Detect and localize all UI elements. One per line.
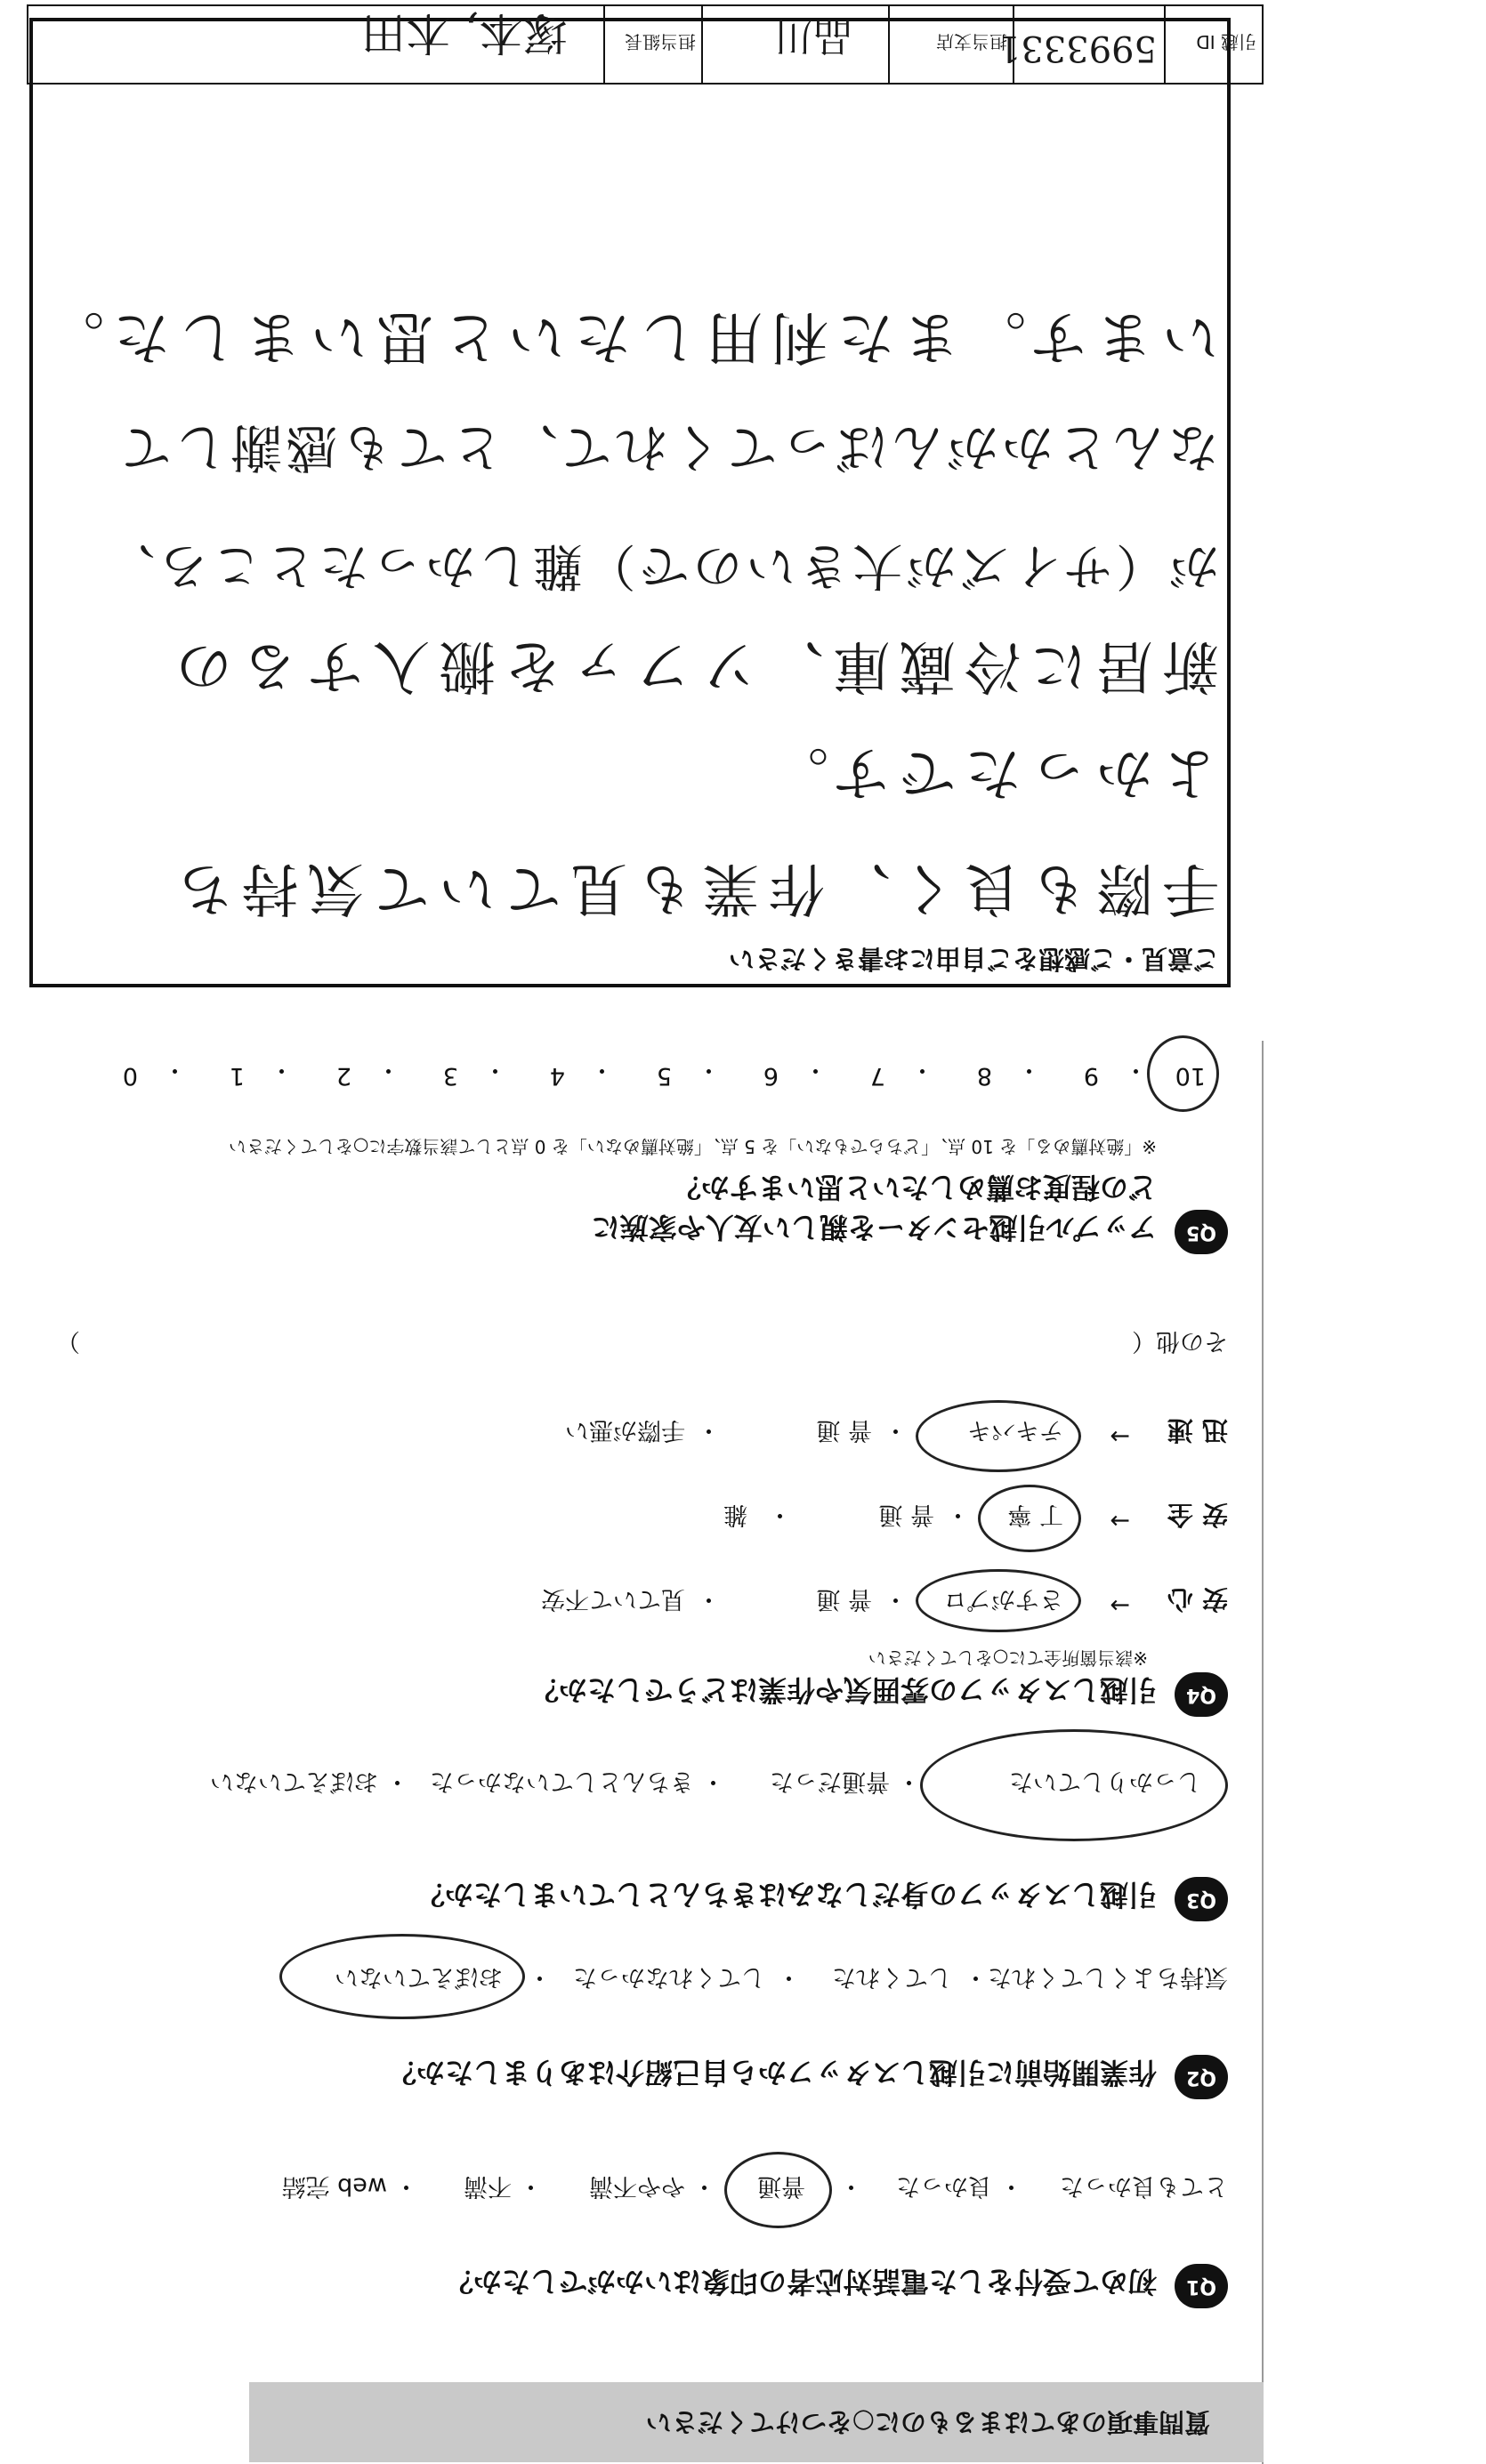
branch-label: 担当支店: [936, 31, 1007, 52]
q4-row-jinsoku-label: 迅 速: [1167, 1415, 1228, 1445]
q5-score-4[interactable]: 4: [549, 1062, 565, 1090]
q4-row-anshin-option-1[interactable]: さすがプロ: [943, 1585, 1063, 1613]
q5-question-line1: アップル引越センターを親しい友人や家族に: [591, 1211, 1157, 1244]
id-label-cell: [1164, 6, 1262, 83]
q1-option-1[interactable]: とても良かった: [1060, 2172, 1228, 2200]
q2-option-2[interactable]: してくれた: [832, 1963, 952, 1991]
leader-value: 塚本, 木田: [361, 7, 568, 59]
q2-option-4[interactable]: おぼえていない: [335, 1963, 503, 1991]
q2-badge: Q2: [1175, 2055, 1228, 2099]
comment-line-2: よかったです。: [763, 739, 1219, 805]
q4-row-jinsoku-option-3[interactable]: 手際が悪い: [565, 1416, 685, 1444]
id-label: 引越 ID: [1196, 31, 1256, 52]
id-value: 5993331: [997, 28, 1157, 68]
q5-score-7[interactable]: 7: [869, 1062, 885, 1090]
q4-row-anzen-arrow: →: [1110, 1507, 1130, 1534]
q1-option-5[interactable]: 不満: [464, 2172, 512, 2200]
leader-value-cell: [28, 6, 603, 83]
q5-score-2[interactable]: 2: [335, 1062, 351, 1090]
branch-value: 品川: [774, 13, 852, 59]
page-edge: [1262, 1041, 1264, 2464]
branch-value-cell: [701, 6, 888, 83]
q4-other-label: その他（: [1132, 1327, 1228, 1355]
id-value-cell: [997, 6, 1164, 83]
q5-question-line2: どの程度お薦めしたいと思いますか？: [672, 1171, 1157, 1204]
leader-label: 担当組長: [625, 31, 696, 52]
q5-score-9[interactable]: 9: [1083, 1062, 1099, 1090]
instruction-text: 質問事項のあてはまるものに○をつけてください: [645, 2407, 1210, 2437]
q4-other-close: ）: [56, 1327, 80, 1355]
q4-row-anshin-option-3[interactable]: 見ていて不安: [541, 1585, 685, 1613]
q5-score-6[interactable]: 6: [763, 1062, 779, 1090]
staff-info-table: [27, 4, 1264, 85]
q2-question: 作業開始前に引越しスタッフから自己紹介はありましたか？: [387, 2056, 1157, 2090]
comment-line-5: なんとかがんばってくれて、とても感謝して: [117, 417, 1219, 478]
q1-option-4[interactable]: やや不満: [589, 2172, 685, 2200]
q5-note: ※「絶対薦める」を 10 点、「どちらでもない」を 5 点、「絶対薦めない」を 0 点として該当数字に○をしてください: [228, 1136, 1157, 1157]
q1-question: 初めて受付をした電話対応者の印象はいかがでしたか？: [444, 2265, 1157, 2299]
branch-label-cell: [888, 6, 1013, 83]
q4-row-anzen-option-1[interactable]: 丁 寧: [1007, 1501, 1063, 1528]
q2-option-3[interactable]: してくれなかった: [573, 1963, 765, 1991]
q5-score-5[interactable]: 5: [656, 1062, 672, 1090]
q1-option-3[interactable]: 普通: [757, 2172, 805, 2200]
q1-option-2[interactable]: 良かった: [896, 2172, 992, 2200]
comment-title: ご意見・ご感想をご自由にお書きください: [728, 944, 1219, 974]
comment-line-3: 新居に冷蔵庫、ソファを搬入するの: [166, 632, 1219, 698]
q3-badge: Q3: [1175, 1877, 1228, 1921]
q3-question: 引越しスタッフの身だしなみはきちんとしていましたか？: [416, 1878, 1157, 1912]
q4-row-jinsoku-arrow: →: [1110, 1422, 1130, 1450]
comment-box[interactable]: [29, 18, 1231, 987]
q3-option-1[interactable]: しっかりしていた: [1009, 1767, 1201, 1795]
q3-option-4[interactable]: おぼえていない: [210, 1767, 378, 1795]
q5-score-0[interactable]: 0: [122, 1062, 138, 1090]
q5-badge: Q5: [1175, 1210, 1228, 1254]
q4-row-jinsoku-option-2[interactable]: 普 通: [816, 1416, 872, 1444]
q4-row-anshin-option-2[interactable]: 普 通: [816, 1585, 872, 1613]
q5-score-3[interactable]: 3: [442, 1062, 458, 1090]
q4-question: 引越しスタッフの雰囲気や作業はどうでしたか？: [529, 1673, 1157, 1707]
comment-line-4: が（サイズが大きいので）難しかったところ、: [101, 536, 1219, 594]
q4-note: ※該当箇所全てに○をしてください: [868, 1647, 1148, 1669]
q1-option-6[interactable]: web 完結: [281, 2172, 387, 2200]
q4-row-jinsoku-option-1[interactable]: テキパキ: [967, 1416, 1063, 1444]
survey-sheet: 質問事項のあてはまるものに○をつけてください Q1 初めて受付をした電話対応者の印象はいかがでしたか？ とても良かった ・ 良かった ・ 普通 ・ やや不満 ・ 不満 ・ web 完結 Q2 作業開始前に引越しスタッフから自己紹介はありましたか？ 気持ちよくしてくれた ・ してくれた ・ してくれなかった ・ おぼえていない Q3 引越しスタッフの身だしなみはきちんとしていましたか？ しっかりしていた ・ 普通だった ・ きちんとしていなかった ・ おぼえていない Q4 引越しスタッフの雰囲気や作業はどうでしたか？ ※該当箇所全てに○をしてください 安 心 → さすがプロ ・ 普 通 ・ 見ていて不安 安 全 → 丁 寧 ・ 普 通 ・ 雑 迅 速 → テキパキ ・ 普 通 ・ 手際が悪い その他（ ） Q5 アップル引越センターを親しい友人や家族に どの程度お薦めしたいと思いますか？ ※「絶対薦める」を 10 点、「どちらでもない」を 5 点、「絶対薦めない」を 0 点として該当数字に○をしてください 10 9 8 7 6 5 4 3 2 1 0 ・ ・ ・ ・ ・ ・ ・ ・ ・ ・ ご意見・ご感想をご自由にお書きください 手際も良く、作業も見ていて気持ち よかったです。 新居に冷蔵庫、ソファを搬入するの が（サイズが大きいので）難しかったところ、 なんとかがんばってくれて、とても感謝して います。また利用したいと思いました。 引越 ID 5993331 担当支店 品川 担当組長 塚本, 木田: [0, 0, 1486, 2464]
leader-label-cell: [603, 6, 701, 83]
q4-row-anzen-option-3[interactable]: 雑: [723, 1501, 747, 1528]
q2-option-1[interactable]: 気持ちよくしてくれた: [988, 1963, 1228, 1991]
q4-row-anzen-option-2[interactable]: 普 通: [878, 1501, 934, 1528]
q4-row-anzen-label: 安 全: [1167, 1500, 1228, 1530]
q3-option-2[interactable]: 普通だった: [770, 1767, 890, 1795]
comment-line-6: います。また利用したいと思いました。: [38, 303, 1219, 369]
q5-score-8[interactable]: 8: [976, 1062, 992, 1090]
q5-score-10[interactable]: 10: [1175, 1062, 1206, 1090]
comment-line-1: 手際も良く、作業も見ていて気持ち: [166, 855, 1219, 921]
q5-score-1[interactable]: 1: [229, 1062, 245, 1090]
q1-badge: Q1: [1175, 2264, 1228, 2308]
q4-row-anshin-arrow: →: [1110, 1591, 1130, 1619]
q4-row-anshin-label: 安 心: [1167, 1584, 1228, 1614]
q4-badge: Q4: [1175, 1672, 1228, 1717]
q3-option-3[interactable]: きちんとしていなかった: [430, 1767, 694, 1795]
